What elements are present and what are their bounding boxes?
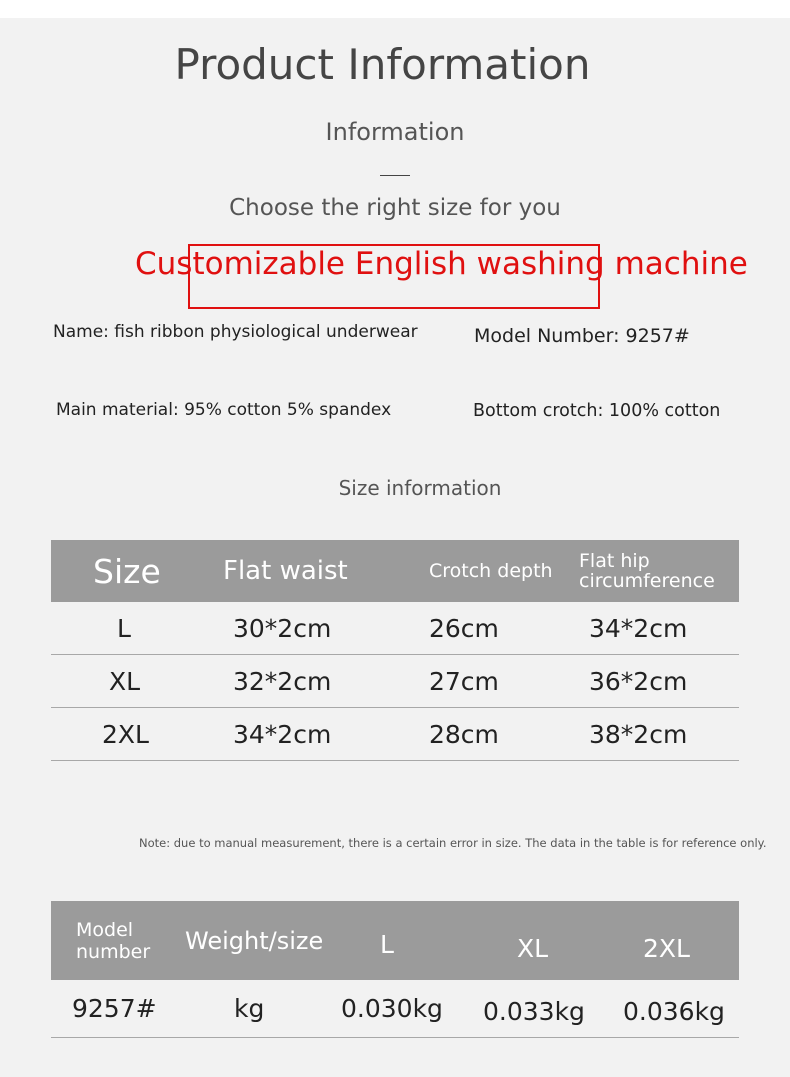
page-title: Product Information (174, 40, 591, 89)
header-flat-hip: Flat hip circumference (579, 540, 739, 602)
spec-model-number: Model Number: 9257# (474, 325, 690, 347)
header-flat-waist: Flat waist (223, 540, 429, 602)
cell-crotch-depth: 27cm (429, 655, 579, 708)
table-row (51, 980, 739, 1038)
cell-weight-unit: kg (184, 980, 334, 1038)
header-size: Size (51, 540, 223, 602)
cell-size: L (51, 602, 223, 655)
cell-size: XL (51, 655, 223, 708)
cell-size: 2XL (51, 708, 223, 761)
spec-main-material: Main material: 95% cotton 5% spandex (56, 400, 392, 420)
header-xl: XL (468, 901, 608, 980)
header-2xl: 2XL (608, 901, 739, 980)
weight-table-header-row (51, 901, 739, 980)
custom-banner-text: Customizable English washing machine (135, 246, 748, 282)
header-crotch-depth: Crotch depth (429, 540, 579, 602)
header-l: L (334, 901, 468, 980)
weight-table (51, 901, 739, 1038)
header-weight-size: Weight/size (184, 901, 334, 980)
size-table-header-row (51, 540, 739, 602)
cell-flat-hip: 38*2cm (579, 708, 739, 761)
table-row (51, 708, 739, 761)
cell-flat-waist: 32*2cm (223, 655, 429, 708)
table-row (51, 602, 739, 655)
cell-flat-waist: 34*2cm (223, 708, 429, 761)
size-tagline: Choose the right size for you (229, 195, 561, 221)
page-subtitle: Information (325, 118, 465, 146)
cell-model-number: 9257# (51, 980, 184, 1038)
size-table (51, 540, 739, 761)
cell-weight-l: 0.030kg (334, 980, 468, 1038)
cell-flat-hip: 34*2cm (579, 602, 739, 655)
cell-flat-hip: 36*2cm (579, 655, 739, 708)
spec-bottom-crotch: Bottom crotch: 100% cotton (473, 401, 721, 421)
spec-name: Name: fish ribbon physiological underwear (53, 322, 418, 342)
header-model-number: Model number (51, 901, 184, 980)
size-info-heading: Size information (338, 476, 502, 500)
table-row (51, 655, 739, 708)
measurement-note: Note: due to manual measurement, there is a certain error in size. The data in the table is for reference only. (139, 836, 767, 850)
title-divider (380, 175, 410, 176)
cell-weight-2xl: 0.036kg (608, 980, 739, 1038)
cell-crotch-depth: 28cm (429, 708, 579, 761)
cell-crotch-depth: 26cm (429, 602, 579, 655)
cell-weight-xl: 0.033kg (468, 980, 608, 1038)
cell-flat-waist: 30*2cm (223, 602, 429, 655)
